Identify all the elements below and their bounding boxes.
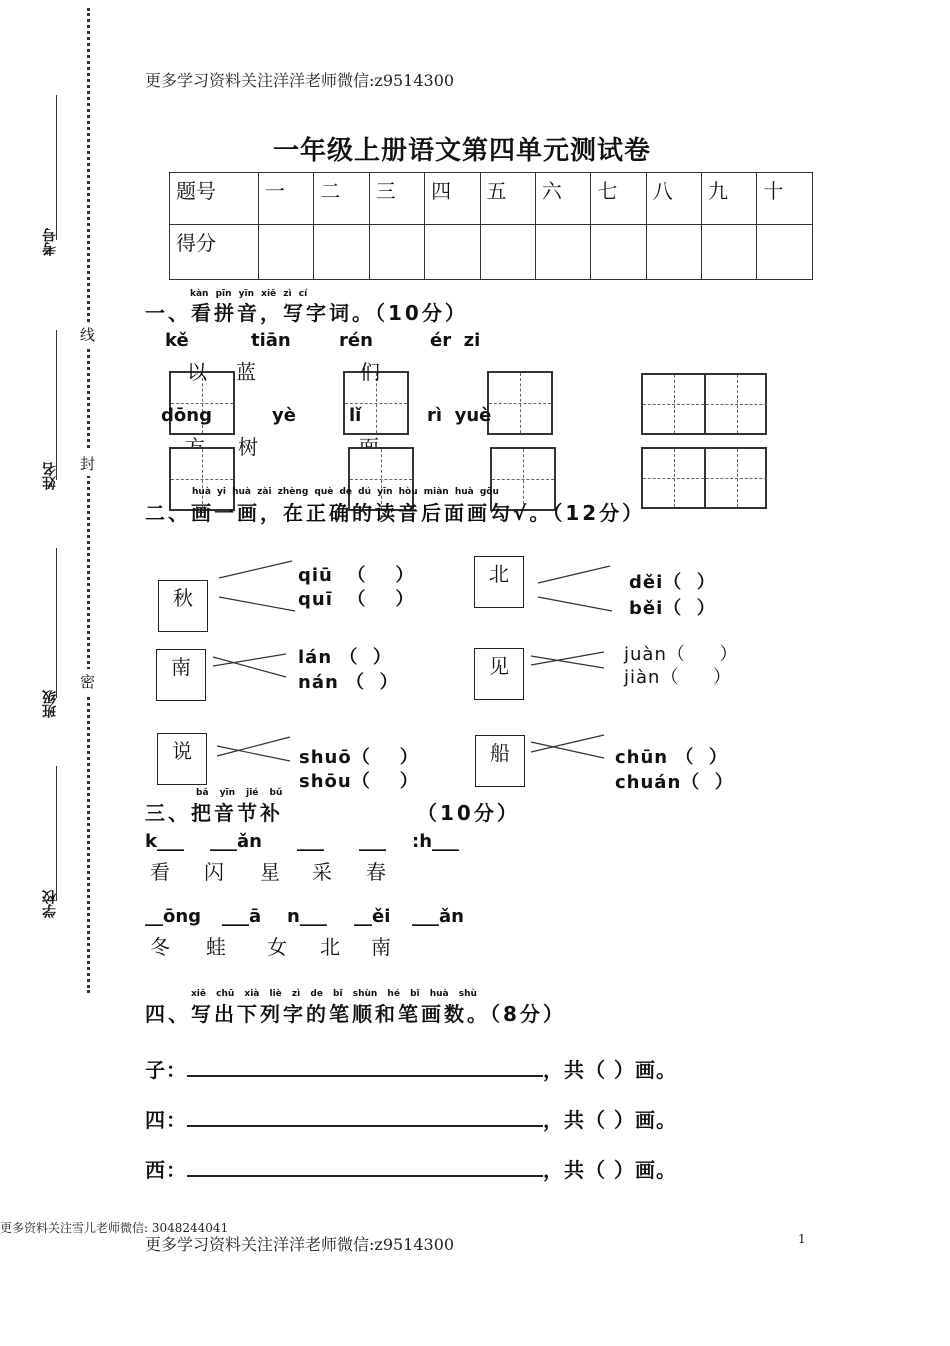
- s3-char: 闪: [204, 860, 226, 884]
- pinyin-option[interactable]: běi（ ）: [629, 598, 716, 619]
- pinyin-option[interactable]: juàn（ ）: [624, 644, 739, 665]
- s3-char: 春: [366, 860, 388, 884]
- s1-hint: 蓝: [236, 360, 258, 384]
- s3-char: 冬: [150, 935, 172, 959]
- s4-char: 四：: [145, 1108, 187, 1132]
- s3-char: 蛙: [206, 935, 228, 959]
- sidebar-xuexiao: 学校: [42, 890, 58, 918]
- pinyin-option[interactable]: jiàn（ ）: [624, 667, 733, 688]
- footer-note-left: 更多资料关注雪儿老师微信: 3048244041: [0, 1221, 229, 1235]
- score-header-cell: 一: [258, 173, 313, 225]
- s1-pinyin: ér zi: [430, 330, 481, 351]
- char-box: 南: [156, 649, 206, 701]
- s1-hint: 以: [187, 360, 209, 384]
- s1-pinyin: rén: [339, 330, 373, 351]
- s3-pinyin-blank[interactable]: ___ǎn: [412, 906, 464, 927]
- section3-title-right: （10分）: [417, 801, 520, 825]
- sidebar-feng: 封: [80, 451, 95, 476]
- s3-pinyin-blank[interactable]: k___: [145, 831, 184, 852]
- stroke-order-answer-line[interactable]: [187, 1157, 543, 1177]
- s3-pinyin-blank[interactable]: ___ā: [222, 906, 262, 927]
- char-box: 秋: [158, 580, 208, 632]
- s3-char: 看: [150, 860, 172, 884]
- section4-ruby: xiě chū xià liè zì de bǐ shùn hé bǐ huà shù: [191, 989, 477, 999]
- score-header-cell: 十: [757, 173, 813, 225]
- pinyin-option[interactable]: qiū （ ）: [298, 565, 415, 586]
- sidebar-kaohao: 考号: [42, 228, 58, 256]
- pinyin-option[interactable]: děi（ ）: [629, 572, 716, 593]
- s3-pinyin-blank[interactable]: ___: [359, 831, 386, 852]
- score-header-cell: 四: [425, 173, 480, 225]
- score-header-cell: 六: [535, 173, 590, 225]
- char-box: 说: [157, 733, 207, 785]
- section1-ruby: kàn pīn yīn xiě zì cí: [190, 289, 308, 299]
- section2-ruby: huà yi huà zài zhèng què de dú yīn hòu miàn huà gōu: [192, 487, 499, 497]
- char-box: 北: [474, 556, 524, 608]
- stroke-order-question: [145, 1154, 677, 1183]
- s1-pinyin: tiān: [251, 330, 291, 351]
- s3-pinyin-blank[interactable]: :h___: [412, 831, 460, 852]
- pinyin-option[interactable]: chuán（ ）: [615, 772, 734, 793]
- pinyin-option[interactable]: shōu（ ）: [299, 771, 419, 792]
- s1-hint: 们: [360, 360, 382, 384]
- page-title: 一年级上册语文第四单元测试卷: [273, 136, 652, 166]
- s3-pinyin-blank[interactable]: __ěi: [354, 906, 391, 927]
- s3-char: 女: [267, 935, 289, 959]
- section3-ruby: bǎ yīn jié bǔ: [196, 788, 283, 798]
- stroke-order-answer-line[interactable]: [187, 1107, 543, 1127]
- header-note: 更多学习资料关注洋洋老师微信:z9514300: [145, 71, 455, 90]
- pinyin-option[interactable]: nán （ ）: [298, 672, 399, 693]
- score-header-cell: 二: [314, 173, 369, 225]
- s3-pinyin-blank[interactable]: __ōng: [145, 906, 202, 927]
- s1-pinyin: kě: [165, 330, 189, 351]
- s3-char: 星: [260, 860, 282, 884]
- s3-pinyin-blank[interactable]: n___: [287, 906, 327, 927]
- sidebar-xian: 线: [80, 322, 95, 347]
- stroke-order-question: [145, 1104, 677, 1133]
- s1-pinyin: dōng: [161, 405, 212, 426]
- score-header-cell: 五: [480, 173, 535, 225]
- s4-tail: ，共（ ）画。: [543, 1108, 677, 1132]
- s4-char: 子：: [145, 1058, 187, 1082]
- s1-pinyin: yè: [272, 405, 296, 426]
- s4-char: 西：: [145, 1158, 187, 1182]
- stroke-order-answer-line[interactable]: [187, 1057, 543, 1077]
- pinyin-option[interactable]: quī （ ）: [298, 589, 415, 610]
- score-header-cell: 九: [702, 173, 757, 225]
- pinyin-option[interactable]: shuō（ ）: [299, 747, 419, 768]
- section3-title-left: 三、把音节补: [145, 801, 283, 825]
- s3-char: 北: [320, 935, 342, 959]
- s3-char: 采: [312, 860, 334, 884]
- sidebar-xingming: 姓名: [42, 462, 58, 490]
- s4-tail: ，共（ ）画。: [543, 1158, 677, 1182]
- s3-char: 南: [371, 935, 393, 959]
- s1-hint: 树: [238, 435, 260, 459]
- section2-title: 二、画一画，在正确的读音后面画勾√。（12分）: [145, 501, 646, 525]
- page-number: 1: [798, 1232, 806, 1246]
- sidebar-mi: 密: [80, 669, 95, 694]
- char-box: 船: [475, 735, 525, 787]
- pinyin-option[interactable]: lán （ ）: [298, 647, 392, 668]
- score-header-cell: 题号: [170, 173, 259, 225]
- s1-pinyin: lǐ: [349, 405, 362, 426]
- footer-note: 更多学习资料关注洋洋老师微信:z9514300: [145, 1235, 455, 1254]
- score-header-cell: 七: [591, 173, 646, 225]
- pinyin-option[interactable]: chūn （ ）: [615, 747, 728, 768]
- score-header-cell: 三: [369, 173, 424, 225]
- sidebar-banji: 班级: [42, 690, 58, 718]
- s3-pinyin-blank[interactable]: ___ǎn: [210, 831, 262, 852]
- char-box: 见: [474, 648, 524, 700]
- stroke-order-question: [145, 1054, 677, 1083]
- s4-tail: ，共（ ）画。: [543, 1058, 677, 1082]
- score-header-cell: 八: [646, 173, 701, 225]
- score-row-label: 得分: [170, 225, 259, 280]
- s3-pinyin-blank[interactable]: ___: [297, 831, 324, 852]
- s1-pinyin: rì yuè: [427, 405, 492, 426]
- section1-title: 一、看拼音，写字词。（10分）: [145, 301, 468, 325]
- section4-title: 四、写出下列字的笔顺和笔画数。（8分）: [145, 1002, 566, 1026]
